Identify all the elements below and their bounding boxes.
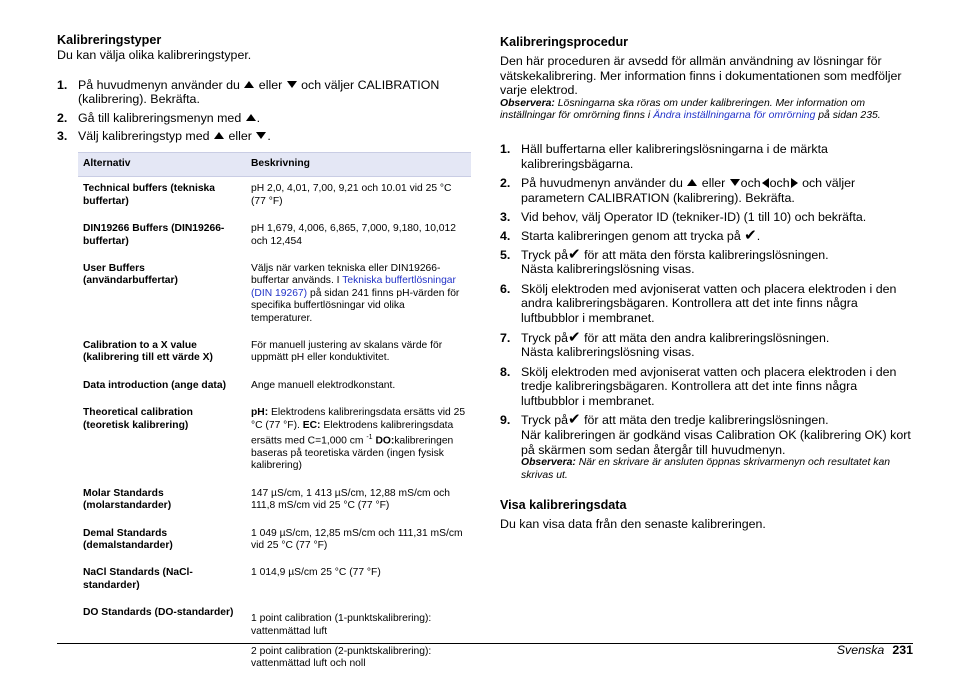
option-name: Calibration to a X value (kalibrering till ett värde X) [83,340,213,364]
option-name: NaCl Standards (NaCl-standarder) [83,567,193,591]
step-list [57,78,472,144]
checkmark-icon: ✔ [568,411,581,429]
option-name: Molar Standards (molarstandarder) [83,487,172,512]
table-row [78,217,471,257]
table-row [78,334,471,374]
table-row [78,482,471,522]
buffer-solutions-link[interactable]: Tekniska buffertlösningar (DIN 19267) [251,275,456,299]
option-description: 147 µS/cm, 1 413 µS/cm, 12,88 mS/cm och 111,8 mS/cm vid 25 °C (77 °F) [251,487,451,512]
section-heading-view-calibration-data: Visa kalibreringsdata [500,498,627,513]
list-item: 3. Välj kalibreringstyp med eller . [57,129,271,144]
table-row [78,401,471,481]
list-item: 1. Häll buffertarna eller kalibreringslösningarna i de märkta kalibreringsbägarna. [500,141,828,171]
table-header-row [78,153,471,177]
checkmark-icon: ✔ [568,328,581,346]
footer-divider [57,643,913,644]
list-item: 1. På huvudmenyn använder du eller och väljer CALIBRATION (kalibrering). Bekräfta. [57,77,440,107]
list-item: 4. Starta kalibreringen genom att trycka på ✔. [500,226,761,244]
list-item: 3. Vid behov, välj Operator ID (tekniker-ID) (1 till 10) och bekräfta. [500,210,867,225]
up-arrow-icon [687,179,697,186]
column-header-option: Alternativ [78,153,246,177]
right-arrow-icon [791,178,798,188]
up-arrow-icon [246,114,256,121]
list-item: 8. Skölj elektroden med avjoniserat vatten och placera elektroden i den tredje kalibreringsbägaren. Kontrollera att det inte finns några luftbubblor i membranet. [500,364,897,408]
table-row [78,257,471,334]
table-row [78,177,471,217]
option-name: Data introduction (ange data) [83,379,227,391]
option-description: För manuell justering av skalans värde för uppmätt pH eller konduktivitet. [251,340,443,364]
view-data-text: Du kan visa data från den senaste kalibreringen. [500,517,766,532]
option-description: 1 point calibration (1-punktskalibrering): vattenmättad luft 2 point calibration (2-punktskalibrering): vattenmättad luft och noll [251,613,432,670]
list-item: 5. Tryck på✔ för att mäta den första kalibreringslösningen. Nästa kalibreringslösning visas. [500,245,829,277]
option-description: pH 1,679, 4,006, 6,865, 7,000, 9,180, 10,012 och 12,454 [251,223,456,247]
step-number: 3. [57,129,68,144]
table-row [78,374,471,401]
column-header-description: Beskrivning [246,153,471,177]
down-arrow-icon [256,132,266,139]
option-name: DIN19266 Buffers (DIN19266-buffertar) [83,223,225,247]
option-description: 1 049 µS/cm, 12,85 mS/cm och 111,31 mS/cm vid 25 °C (77 °F) [251,527,463,551]
procedure-intro: Den här proceduren är avsedd för allmän användning av lösningar för vätskekalibrering. Mer information finns i dokumentationen som medföljer varje elektrod. [500,54,902,98]
section-heading-calibration-procedure: Kalibreringsprocedur [500,35,629,49]
option-description: Väljs när varken tekniska eller DIN19266-buffertar används. I Tekniska buffertlösningar (DIN 19267) på sidan 241 finns pH-värden för specifika buffertlösningar vid olika temperaturer. [251,263,460,324]
page-footer [837,643,913,658]
table-row [78,522,471,562]
option-name: Theoretical calibration (teoretisk kalibrering) [83,407,193,431]
right-column [500,35,912,532]
stirring-settings-link[interactable]: Ändra inställningarna för omrörning [653,110,816,122]
left-arrow-icon [762,178,769,188]
step-number: 1. [57,77,68,92]
list-item: 2. Gå till kalibreringsmenyn med . [57,110,261,125]
step-number: 2. [57,110,68,125]
list-item: 6. Skölj elektroden med avjoniserat vatten och placera elektroden i den andra kalibreringsbägaren. Kontrollera att det inte finns några luftbubblor i membranet. [500,281,897,325]
note-printer: Observera: När en skrivare är ansluten öppnas skrivarmenyn och resultatet kan skrivas ut. [521,457,891,481]
down-arrow-icon [287,81,297,88]
list-item: 7. Tryck på✔ för att mäta den andra kalibreringslösningen. Nästa kalibreringslösning visas. [500,328,830,360]
list-item: 2. På huvudmenyn använder du eller och och och väljer parametern CALIBRATION (kalibrering). Bekräfta. [500,176,856,205]
intro-text: Du kan välja olika kalibreringstyper. [57,48,252,62]
option-description: pH: Elektrodens kalibreringsdata ersätts vid 25 °C (77 °F). EC: Elektrodens kalibreringsdata ersätts med C=1,000 cm $^{-1}$ DO:kalibreringen baseras på teoretiska värden (ingen fysisk kalibrering) [251,407,466,472]
option-name: Technical buffers (tekniska buffertar) [83,183,215,207]
up-arrow-icon [214,132,224,139]
option-name: User Buffers (användarbuffertar) [83,263,178,287]
calibration-types-table [78,152,471,673]
option-description: pH 2,0, 4,01, 7,00, 9,21 och 10.01 vid 25 °C (77 °F) [251,183,452,207]
up-arrow-icon [244,81,254,88]
option-name: Demal Standards (demalstandarder) [83,527,173,551]
page-number: 231 [892,643,913,657]
option-description: Ange manuell elektrodkonstant. [251,379,396,391]
checkmark-icon: ✔ [744,226,757,244]
table-row [78,601,471,673]
section-heading-calibration-types: Kalibreringstyper [57,33,162,47]
left-column [57,33,472,144]
footer-language: Svenska [836,643,885,657]
option-name: DO Standards (DO-standarder) [83,607,234,619]
option-description: 1 014,9 µS/cm 25 °C (77 °F) [251,567,381,579]
procedure-step-list [500,142,912,482]
note-stirring: Observera: Lösningarna ska röras om under kalibreringen. Mer information om inställningar för omrörning finns i Ändra inställningarna för omrörning på sidan 235. [500,97,881,122]
checkmark-icon: ✔ [568,245,581,263]
down-arrow-icon [730,179,740,186]
list-item: 9. Tryck på✔ för att mäta den tredje kalibreringslösningen. När kalibreringen är godkänd visas Calibration OK (kalibrering OK) kort på skärmen som sedan återgår till huvudmenyn. Observera: När en skrivare är ansluten öppnas skrivarmenyn och resultatet kan skrivas ut. [500,411,911,481]
table-row [78,561,471,601]
